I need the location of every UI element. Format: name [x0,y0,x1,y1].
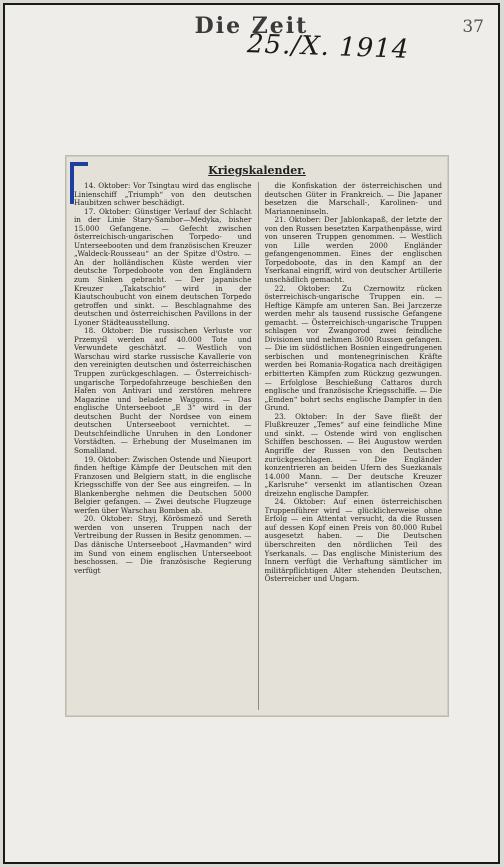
entry-18-october: 18. Oktober: Die russischen Verluste vor Przemyśl werden auf 40.000 Tote und Verwundete geschätzt. — Westlich von Warschau wird starke russische Kavallerie von den vereinigten deutschen und österreichischen Truppen zurückgeschlagen. — Österreichisch-ungarische Torpedofahrzeuge beschießen den Hafen von Antivari und zerstören mehrere Magazine und beladene Waggons. — Das englische Unterseeboot „E 3“ wird in der deutschen Bucht der Nordsee von einem deutschen Unterseeboot vernichtet. — Deutschfeindliche Unruhen in den Londoner Vorstädten. — Erhebung der Muselmanen im Somaliland. [74,326,252,455]
entry-21-october: 21. Oktober: Der Jablonkapaß, der letzte der von den Russen besetzten Karpathenpässe, wird von unseren Truppen genommen. — Westlich von Lille werden 2000 Engländer gefangengenommen. Eines der englischen Torpedoboote, das in den Kampf an der Yserkanal eingriff, wird von deutscher Artillerie unschädlich gemacht. [264,215,442,285]
entry-22-october: 22. Oktober: Zu Czernowitz rücken österreichisch-ungarische Truppen ein. — Heftige Kämpfe am unteren San. Bei Jarczerze werden mehr als tausend russische Gefangene gemacht. — Österreichisch-ungarische Truppen schlagen vor Zwangorod zwei feindliche Divisionen und nehmen 3600 Russen gefangen. — Die im südöstlichen Bosnien eingedrungenen serbischen und montenegrinischen Kräfte werden bei Romania-Rogatica nach dreitägigen erbitterten Kämpfen zum Rückzug gezwungen. — Erfolglose Beschießung Cattaros durch englische und französische Kriegsschiffe. — Die „Emden“ bohrt sechs englische Dampfer in den Grund. [264,283,442,413]
entry-20-october: 20. Oktober: Stryj, Körösmező und Sereth werden von unseren Truppen nach der Vertreibung der Russen in Besitz genommen. — Das dänische Unterseeboot „Havmanden“ wird im Sund von einem englischen Unterseeboot beschossen. — Die französische Regierung verfügt [74,514,252,575]
column-left [74,182,252,710]
clipping-columns [74,182,442,710]
newspaper-clipping [65,155,449,717]
entry-14-october: 14. Oktober: Vor Tsingtau wird das englische Linienschiff „Triumph“ von den deutschen Haubitzen schwer beschädigt. [74,182,252,208]
handwritten-date: 25./X. 1914 [246,29,410,65]
clipping-heading: Kriegskalender. [208,164,306,177]
masthead: Die Zeit [194,13,309,39]
entry-23-october: 23. Oktober: In der Save fließt der Flußkreuzer „Temes“ auf eine feindliche Mine und sinkt. — Ostende wird von englischen Schiffen beschossen. — Bei Augustow werden Angriffe der Russen von den Deutschen zurückgeschlagen. — Die Engländer konzentrieren an beiden Ufern des Suezkanals 14.000 Mann. — Der deutsche Kreuzer „Karlsruhe“ versenkt im atlantischen Ozean dreizehn englische Dampfer. [264,411,442,498]
column-divider [258,182,259,710]
column-right [265,182,443,710]
entry-19-october: 19. Oktober: Zwischen Ostende und Nieuport finden heftige Kämpfe der Deutschen mit den Franzosen und Belgiern statt, in die englische Kriegsschiffe von der See aus eingreifen. — In Blankenberghe nehmen die Deutschen 5000 Belgier gefangen. — Zwei deutsche Flugzeuge werfen über Warschau Bomben ab. [74,454,252,515]
entry-24-october: 24. Oktober: Auf einen österreichischen Truppenführer wird — glücklicherweise ohne Erfolg — ein Attentat versucht, da die Russen auf dessen Kopf einen Preis von 80.000 Rubel ausgesetzt haben. — Die Deutschen überschreiten den nördlichen Teil des Yserkanals. — Das englische Ministerium des Innern verfügt die Verhaftung sämtlicher im militärpflichtigen Alter stehenden Deutschen, Österreicher und Ungarn. [264,497,442,584]
document-page [3,3,500,864]
entry-17-october: 17. Oktober: Günstiger Verlauf der Schlacht in der Linie Stary-Sambor—Medyka, bisher 15.000 Gefangene. — Gefecht zwischen österreichisch-ungarischen Torpedo- und Unterseebooten und dem französischen Kreuzer „Waldeck-Rousseau“ an der Spitze d'Ostro. — An der holländischen Küste werden vier deutsche Torpedoboote von den Engländern zum Sinken gebracht. — Der japanische Kreuzer „Takatschio“ wird in der Kiautschoubucht von einem deutschen Torpedo getroffen und sinkt. — Beschlagnahme des deutschen und österreichischen Pavillons in der Lyoner Städteausstellung. [74,206,252,327]
page-number: 37 [462,17,484,37]
entry-20-october-cont: die Konfiskation der österreichischen und deutschen Güter in Frankreich. — Die Japaner besetzen die Marschall-, Karolinen- und Marianneninseln. [264,182,442,216]
